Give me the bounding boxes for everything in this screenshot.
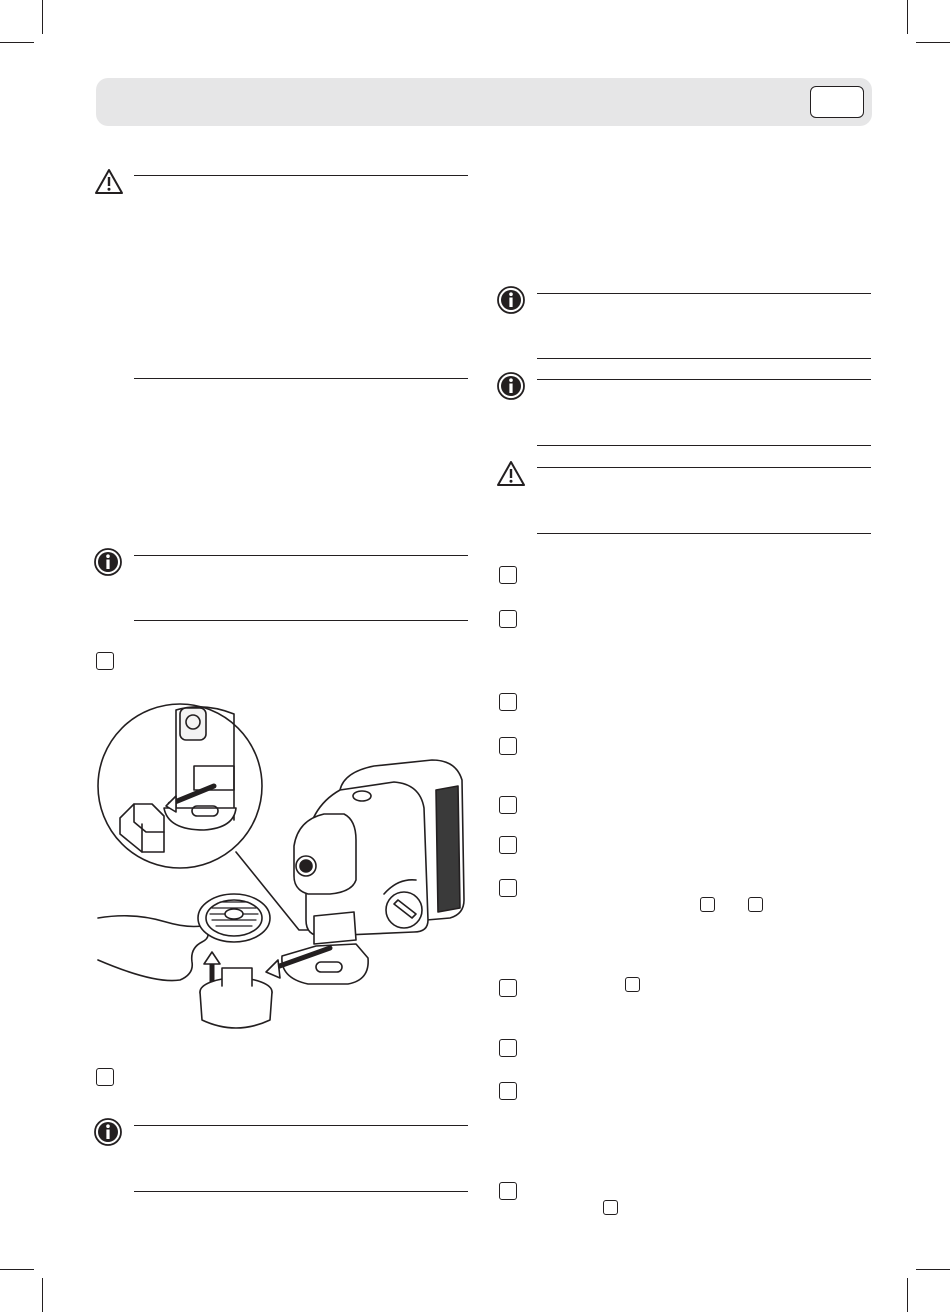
crop-mark (42, 1278, 43, 1312)
step-number-box (96, 652, 114, 670)
inline-step-reference-box (603, 1200, 618, 1215)
page-number-tab (810, 86, 864, 118)
warning-icon (496, 460, 524, 488)
note-rule-top (537, 293, 871, 294)
note-rule-top (134, 175, 468, 176)
step-number-box (499, 566, 517, 584)
note-rule-top (134, 555, 468, 556)
inline-step-reference-box (625, 977, 640, 992)
step-number-box (499, 1082, 517, 1100)
crop-mark (0, 42, 34, 43)
note-rule-bottom (134, 620, 468, 621)
step-number-box (499, 1039, 517, 1057)
step-number-box (499, 796, 517, 814)
crop-mark (907, 0, 908, 34)
crop-mark (42, 0, 43, 34)
crop-mark (907, 1278, 908, 1312)
note-rule-bottom (537, 358, 871, 359)
note-rule-bottom (537, 533, 871, 534)
warning-icon (94, 168, 122, 196)
step-number-box (499, 693, 517, 711)
info-icon (497, 286, 525, 314)
crop-mark (916, 1269, 950, 1270)
step-number-box (499, 979, 517, 997)
step-number-box (96, 1068, 114, 1086)
step-number-box (499, 1182, 517, 1200)
note-rule-bottom (134, 378, 468, 379)
inline-step-reference-box (748, 897, 763, 912)
section-header-band (96, 78, 872, 126)
note-rule-bottom (134, 1191, 468, 1192)
note-rule-top (537, 379, 871, 380)
info-icon (497, 372, 525, 400)
info-icon (94, 548, 122, 576)
info-icon (94, 1118, 122, 1146)
step-number-box (499, 836, 517, 854)
step-number-box (499, 737, 517, 755)
note-rule-top (134, 1125, 468, 1126)
step-number-box (499, 879, 517, 897)
machine-illustration (94, 700, 476, 1050)
note-rule-top (537, 467, 871, 468)
crop-mark (916, 42, 950, 43)
crop-mark (0, 1269, 34, 1270)
note-rule-bottom (537, 445, 871, 446)
step-number-box (499, 610, 517, 628)
inline-step-reference-box (700, 897, 715, 912)
